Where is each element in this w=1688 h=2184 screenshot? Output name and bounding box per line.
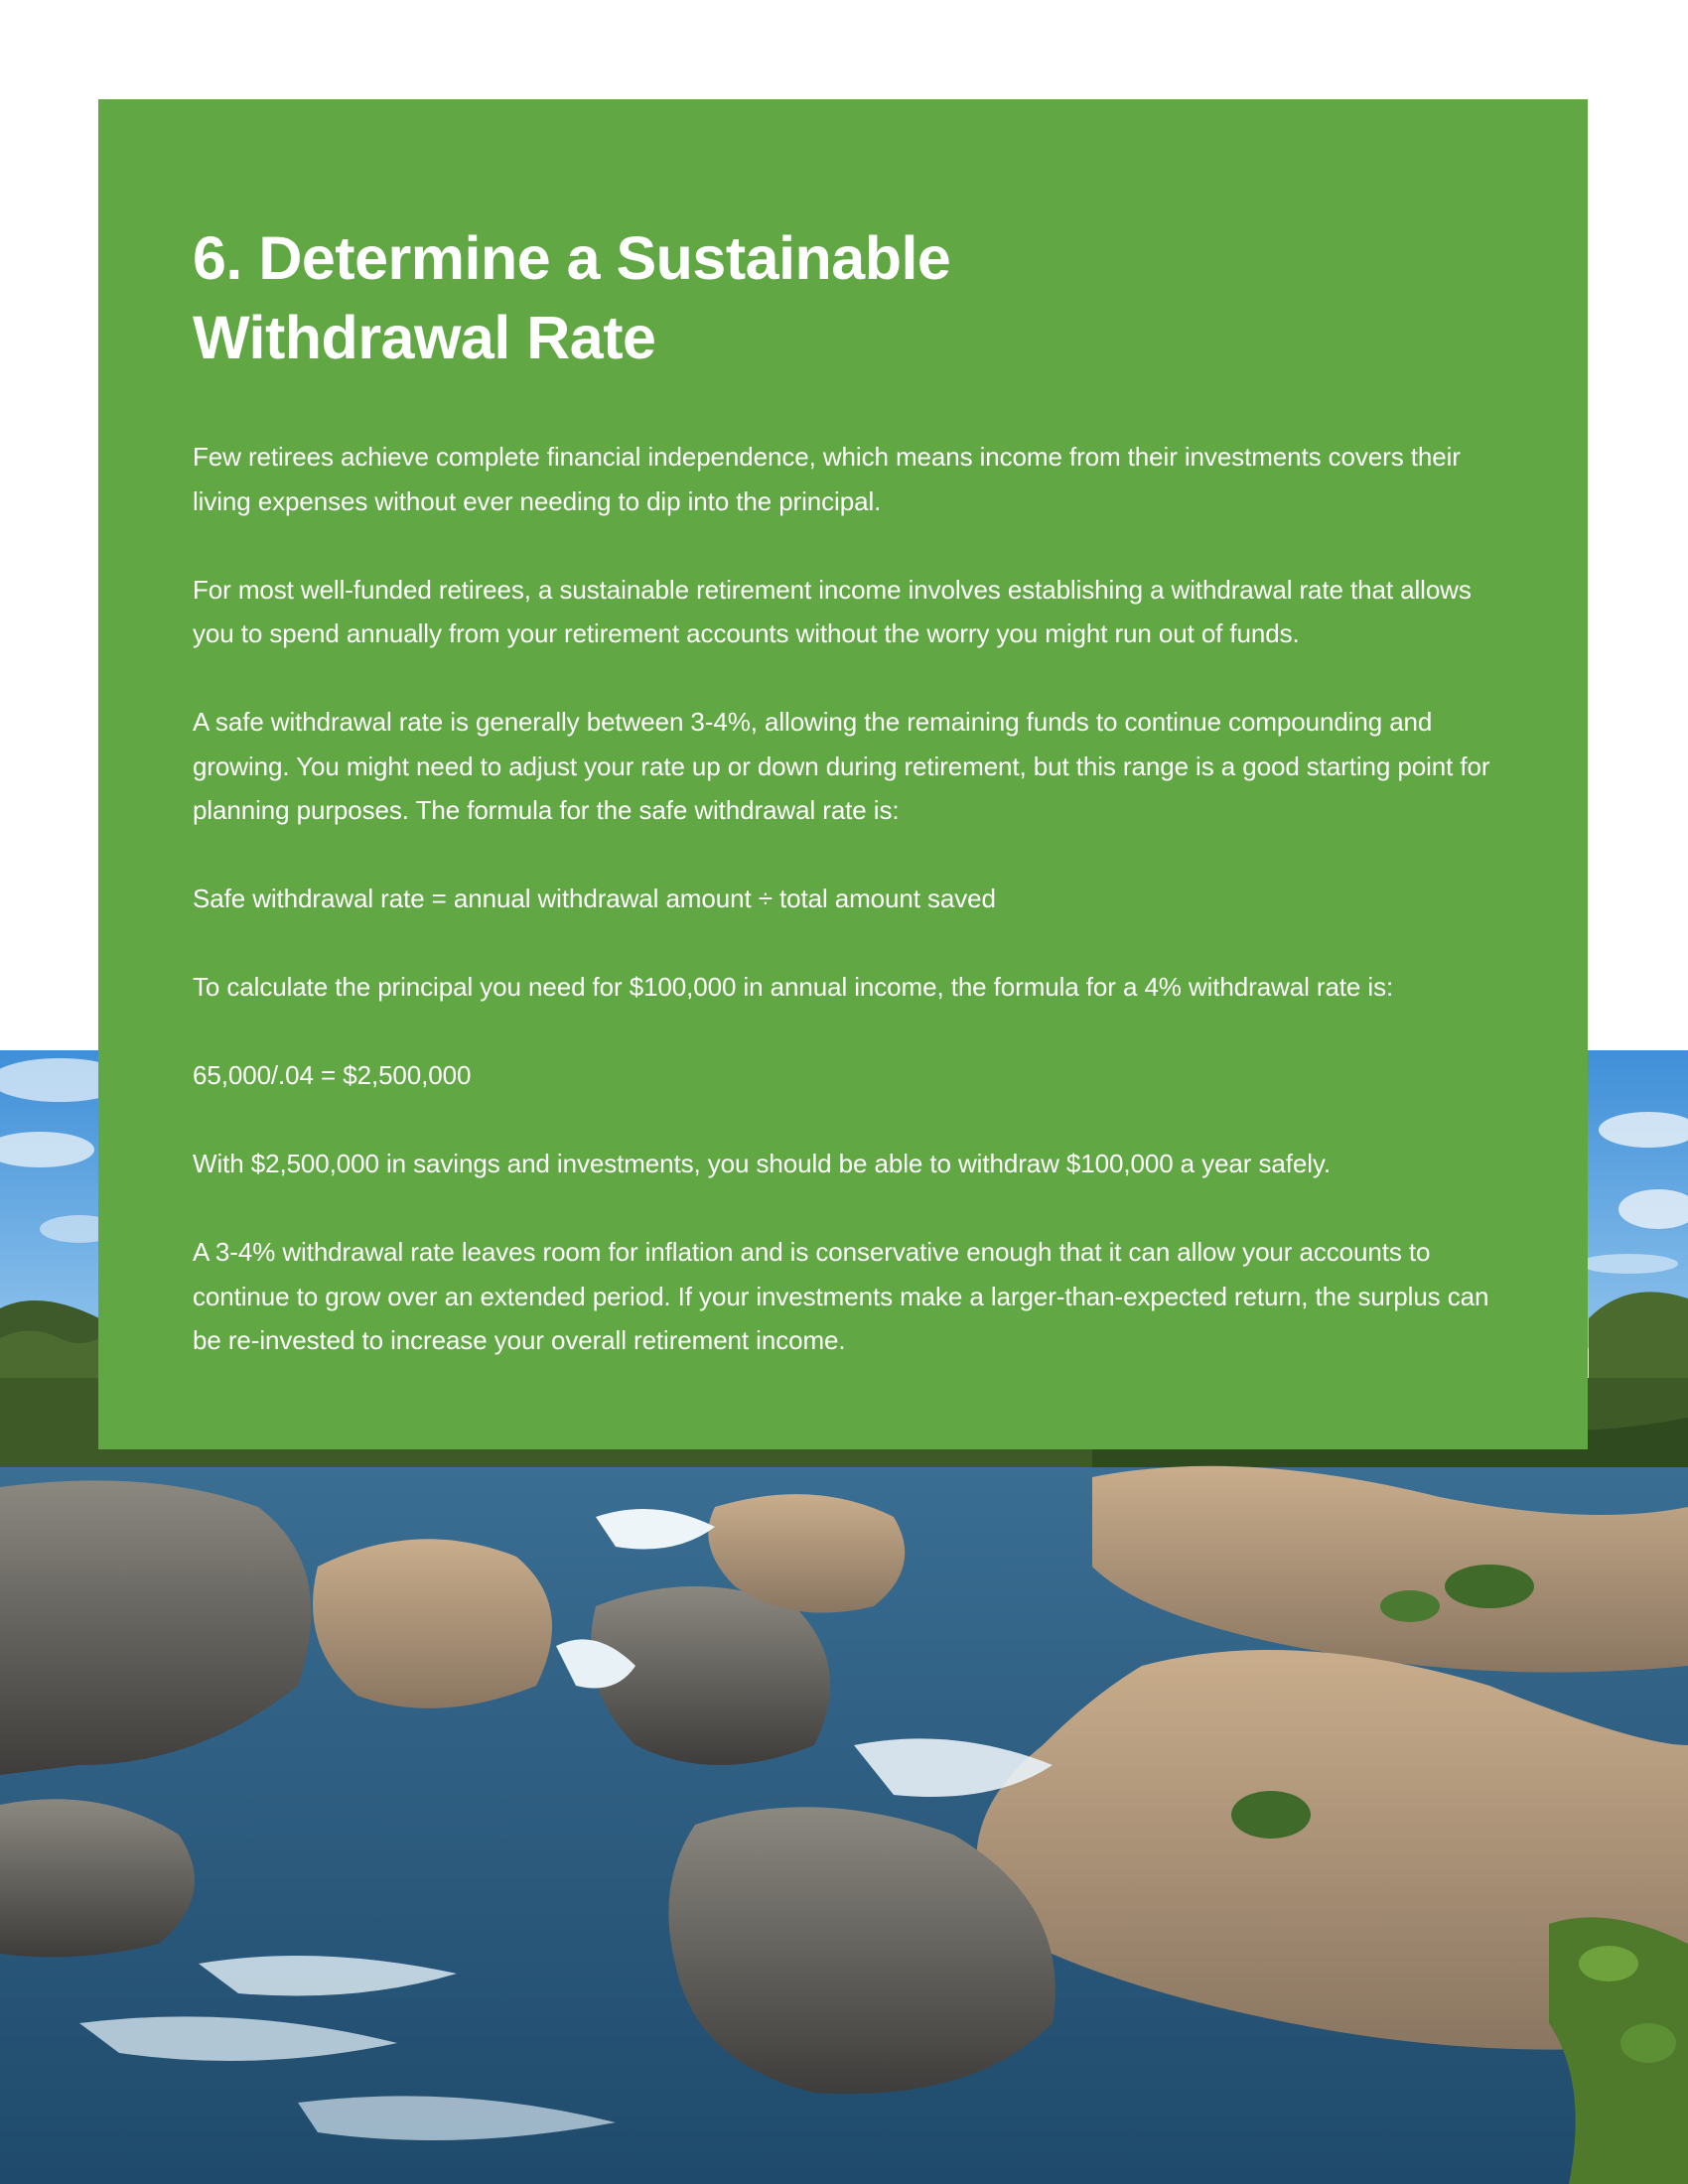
section-title <box>193 218 1086 377</box>
paragraph-formula: Safe withdrawal rate = annual withdrawal amount ÷ total amount saved <box>193 884 996 913</box>
section-title-line1: 6. Determine a Sustainable <box>193 224 951 292</box>
paragraph-withdraw-safely: With $2,500,000 in savings and investments, you should be able to withdraw $100,000 a year safely. <box>193 1149 1331 1178</box>
paragraph-financial-independence: Few retirees achieve complete financial independence, which means income from their investments covers their living expenses without ever needing to dip into the principal. <box>193 442 1461 516</box>
content-panel <box>98 99 1588 1449</box>
paragraph-sustainable-income: For most well-funded retirees, a sustainable retirement income involves establishing a withdrawal rate that allows you to spend annually from your retirement accounts without the worry you might run out of funds. <box>193 574 1472 648</box>
paragraph-inflation-room: A 3-4% withdrawal rate leaves room for inflation and is conservative enough that it can allow your accounts to continue to grow over an extended period. If your investments make a larger-than-expected return, the surplus can be re-invested to increase your overall retirement income. <box>193 1237 1489 1355</box>
section-title-line2: Withdrawal Rate <box>193 304 656 371</box>
paragraph-calculation-example: 65,000/.04 = $2,500,000 <box>193 1060 472 1090</box>
paragraph-principal-calculation: To calculate the principal you need for $100,000 in annual income, the formula for a 4% withdrawal rate is: <box>193 972 1394 1002</box>
paragraph-safe-rate: A safe withdrawal rate is generally between 3-4%, allowing the remaining funds to continue compounding and growing. You might need to adjust your rate up or down during retirement, but this range is a good starting point for planning purposes. The formula for the safe withdrawal rate is: <box>193 707 1490 825</box>
